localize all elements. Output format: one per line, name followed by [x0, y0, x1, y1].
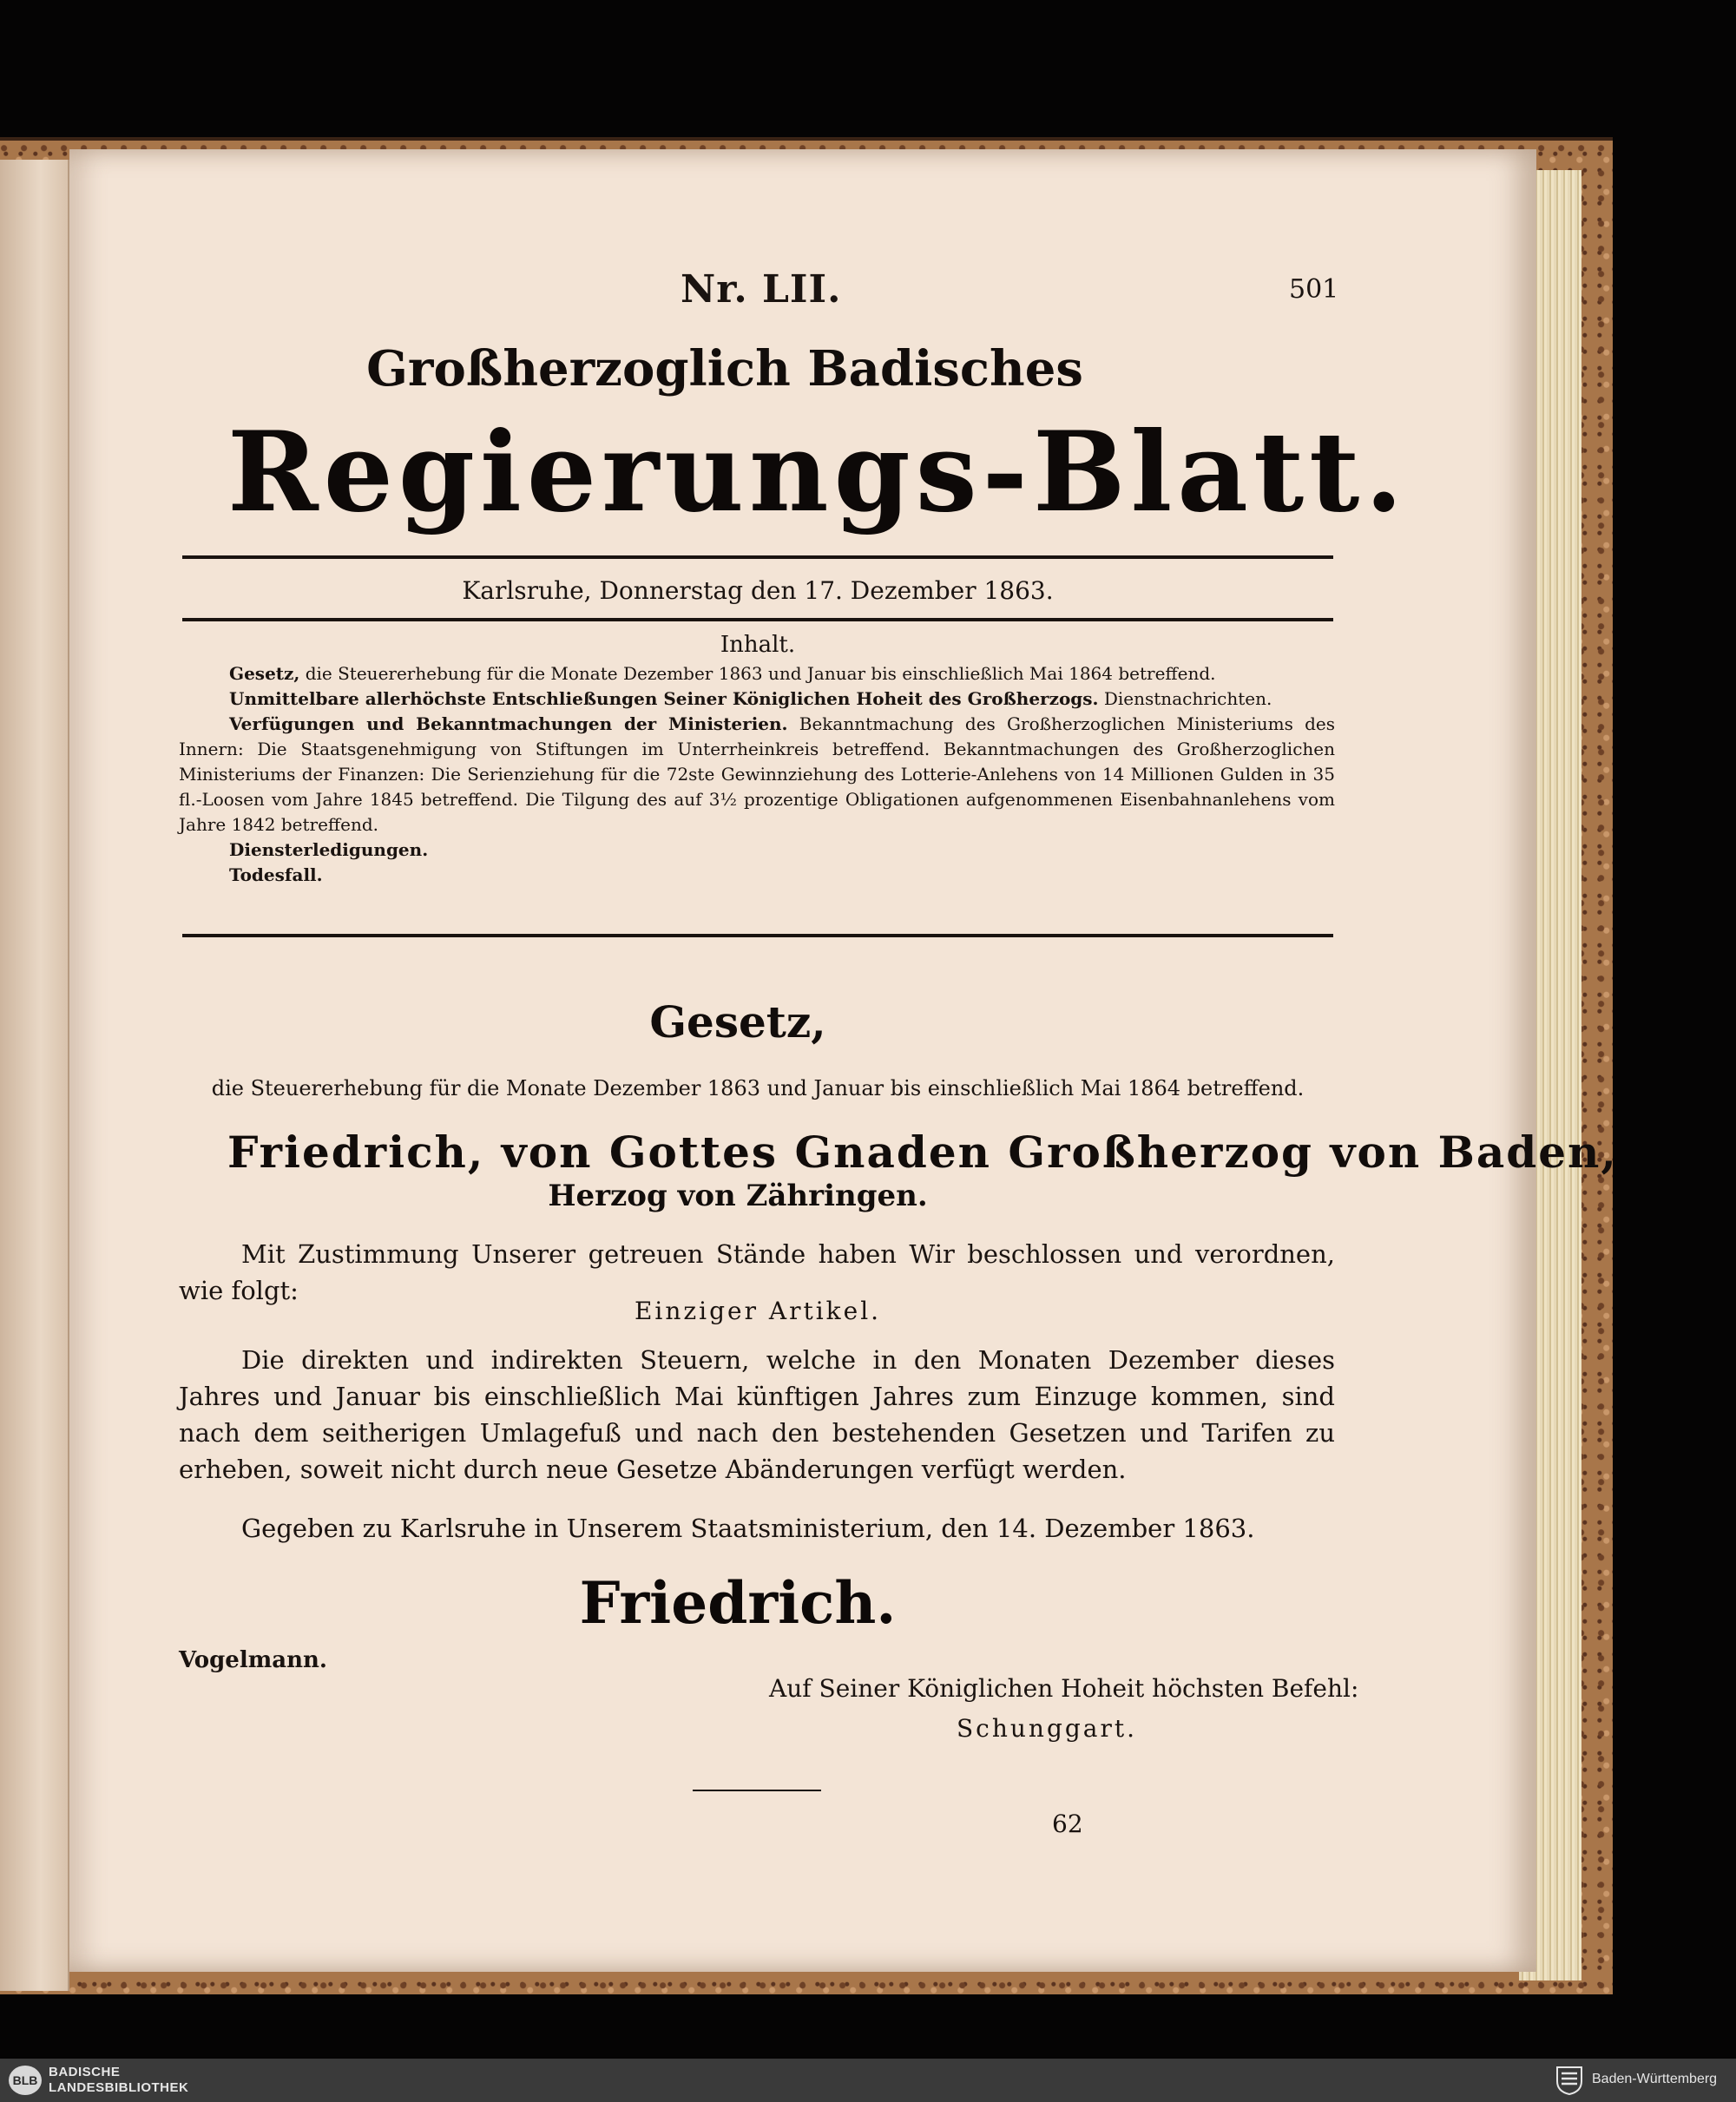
contents-heading: Inhalt. — [720, 632, 796, 658]
ruler-title-continued: Herzog von Zähringen. — [548, 1179, 928, 1213]
law-subject: die Steuererhebung für die Monate Dezember 1863 und Januar bis einschließlich Mai 1864 betreffend. — [211, 1076, 1305, 1100]
sovereign-signature: Friedrich. — [579, 1569, 897, 1637]
contents-item — [179, 661, 1335, 686]
blb-logo[interactable]: BLB — [9, 2066, 42, 2095]
state-name[interactable]: Baden-Württemberg — [1592, 2072, 1718, 2086]
library-name[interactable] — [49, 2065, 188, 2096]
contents-item — [179, 838, 1335, 863]
contents-item-text: Bekanntmachung des Großherzoglichen Ministeriums des Innern: Die Staatsgenehmigung von Stiftungen im Unterrheinkreis betreffend. Bekanntmachungen des Großherzoglichen Ministeriums der Finanzen: Die Serienziehung für die 72ste Gewinnziehung des Lotterie-Anlehens von 14 Millionen Gulden in 35 fl.-Loosen vom Jahre 1845 betreffend. Die Tilgung des auf 3½ prozentige Obligationen aufgenommenen Eisenbahnanlehens vom Jahre 1842 betreffend. — [179, 713, 1335, 835]
article-text: Die direkten und indirekten Steuern, welche in den Monaten Dezember dieses Jahres und Januar bis einschließlich Mai künftigen Jahres zum Einzuge kommen, sind nach dem seitherigen Umlagefuß und nach den bestehenden Gesetzen und Tarifen zu erheben, soweit nicht durch neue Gesetze Abänderungen verfügt werden. — [179, 1345, 1335, 1484]
masthead-rule — [182, 555, 1333, 559]
countersignature: Schunggart. — [957, 1714, 1138, 1743]
contents-item-text: die Steuererhebung für die Monate Dezember 1863 und Januar bis einschließlich Mai 1864 betreffend. — [299, 663, 1216, 684]
law-heading: Gesetz, — [649, 996, 826, 1048]
contents-list — [179, 661, 1335, 888]
contents-item — [179, 863, 1335, 888]
issue-number: Nr. LII. — [681, 267, 842, 312]
article-heading: Einziger Artikel. — [634, 1297, 882, 1325]
dateline-rule — [182, 618, 1333, 621]
closing-rule — [693, 1790, 821, 1791]
given-clause: Gegeben zu Karlsruhe in Unserem Staatsministerium, den 14. Dezember 1863. — [241, 1514, 1255, 1543]
contents-item-title: Gesetz, — [229, 663, 300, 684]
contents-item-title: Unmittelbare allerhöchste Entschließungen Seiner Königlichen Hoheit des Großherzogs. — [229, 688, 1099, 709]
sheet-number: 62 — [1052, 1810, 1083, 1838]
ruler-title: Friedrich, von Gottes Gnaden Großherzog von Baden, — [227, 1127, 1618, 1178]
page-number: 501 — [1289, 274, 1339, 305]
contents-item-title: Verfügungen und Bekanntmachungen der Ministerien. — [229, 713, 788, 734]
contents-item — [179, 686, 1335, 712]
dateline: Karlsruhe, Donnerstag den 17. Dezember 1863. — [462, 576, 1054, 605]
contents-item — [179, 712, 1335, 838]
viewer-footer — [0, 2059, 1736, 2102]
contents-item-text: Dienstnachrichten. — [1098, 688, 1272, 709]
minister-signature: Vogelmann. — [179, 1647, 327, 1673]
command-clause: Auf Seiner Königlichen Hoheit höchsten Befehl: — [769, 1674, 1359, 1703]
library-name-line1: BADISCHE — [49, 2065, 121, 2079]
masthead-subtitle: Großherzoglich Badisches — [366, 340, 1083, 397]
law-preamble: Mit Zustimmung Unserer getreuen Stände haben Wir beschlossen und verordnen, wie folgt: — [179, 1239, 1335, 1305]
library-name-line2: LANDESBIBLIOTHEK — [49, 2080, 189, 2095]
contents-rule — [182, 934, 1333, 937]
facing-page-edge — [0, 160, 69, 1991]
masthead-title: Regierungs-Blatt. — [227, 408, 1409, 536]
contents-item-title: Diensterledigungen. — [229, 839, 429, 860]
state-coat-of-arms-icon — [1555, 2066, 1583, 2095]
contents-item-title: Todesfall. — [229, 864, 323, 885]
